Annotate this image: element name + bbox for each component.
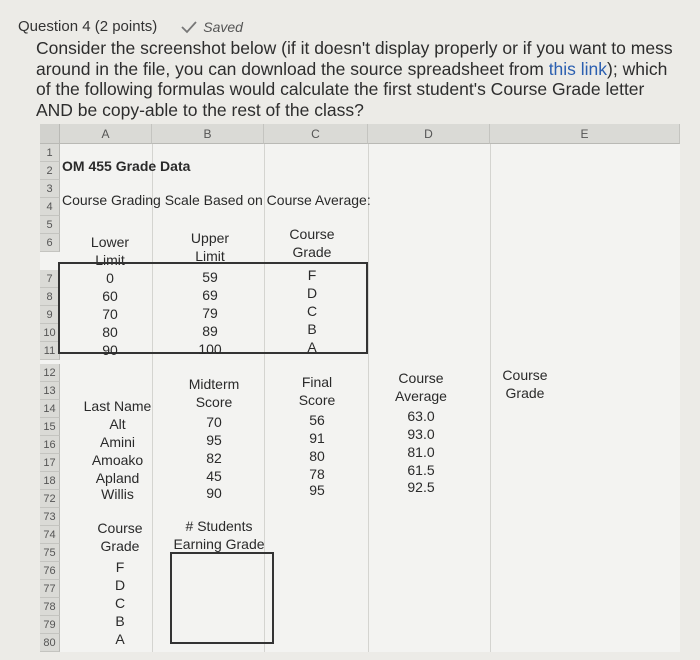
student-final: 80	[309, 448, 325, 464]
saved-label: Saved	[203, 18, 243, 35]
row-number: 15	[40, 418, 60, 436]
question-text	[36, 38, 676, 120]
header-upper-2: Limit	[195, 248, 225, 264]
scale-upper: 79	[202, 305, 218, 321]
student-average: 93.0	[407, 426, 435, 442]
scale-lower: 90	[102, 342, 118, 358]
header-course-average: Course	[398, 370, 444, 386]
row-number: 72	[40, 490, 60, 508]
student-name: Willis	[101, 486, 134, 502]
student-count-box	[170, 552, 274, 644]
scale-title: Course Grading Scale Based on Course Average:	[62, 192, 371, 208]
gridline	[368, 144, 369, 652]
scale-upper: 100	[198, 341, 222, 357]
summary-header-count-2: Earning Grade	[173, 536, 265, 552]
student-name: Amoako	[91, 452, 144, 468]
saved-status	[181, 19, 243, 35]
student-final: 91	[309, 430, 325, 446]
row-number: 6	[40, 234, 60, 252]
question-header	[18, 18, 243, 35]
header-course-grade: Course	[502, 367, 548, 383]
row-number: 17	[40, 454, 60, 472]
scale-upper: 59	[202, 269, 218, 285]
row-number: 3	[40, 180, 60, 198]
student-midterm: 82	[206, 450, 222, 466]
header-final-2: Score	[298, 392, 336, 408]
summary-grade: A	[115, 631, 125, 647]
question-text-part-1: Consider the screenshot below (if it doesn't display properly or if you want to mess around in the file, you can download the source spreadsheet from	[36, 38, 673, 79]
summary-header-grade-2: Grade	[100, 538, 140, 554]
scale-grade: A	[307, 339, 317, 355]
row-number: 73	[40, 508, 60, 526]
student-name: Amini	[99, 434, 135, 450]
student-final: 56	[309, 412, 325, 428]
row-number: 11	[40, 342, 60, 360]
summary-grade: D	[114, 577, 126, 593]
row-number: 8	[40, 288, 60, 306]
row-number: 14	[40, 400, 60, 418]
row-number: 18	[40, 472, 60, 490]
row-number: 10	[40, 324, 60, 342]
scale-upper: 89	[202, 323, 218, 339]
scale-lower: 80	[102, 324, 118, 340]
row-number: 77	[40, 580, 60, 598]
column-header-b: B	[152, 124, 264, 144]
student-midterm: 45	[206, 468, 222, 484]
student-name: Apland	[95, 470, 140, 486]
scale-grade: B	[307, 321, 317, 337]
row-number: 75	[40, 544, 60, 562]
header-last-name: Last Name	[83, 398, 152, 414]
question-title: Question 4 (2 points)	[18, 18, 158, 35]
header-lower-2: Limit	[95, 252, 125, 268]
header-lower: Lower	[90, 234, 130, 250]
header-grade: Course	[289, 226, 335, 242]
student-average: 81.0	[407, 444, 435, 460]
student-midterm: 90	[206, 485, 222, 501]
summary-header-grade: Course	[97, 520, 143, 536]
row-number: 76	[40, 562, 60, 580]
column-header-a: A	[60, 124, 152, 144]
student-average: 92.5	[407, 479, 435, 495]
row-number: 13	[40, 382, 60, 400]
row-number: 80	[40, 634, 60, 652]
column-header-d: D	[368, 124, 490, 144]
row-number: 74	[40, 526, 60, 544]
student-average: 61.5	[407, 462, 435, 478]
student-midterm: 95	[206, 432, 222, 448]
row-number: 79	[40, 616, 60, 634]
header-course-average-2: Average	[395, 388, 447, 404]
question-text-part-2: ); which of the following formulas would calculate the first student's Course Grade letter AND be copy-able to the rest of the class?	[36, 58, 668, 120]
header-course-grade-2: Grade	[505, 385, 545, 401]
row-number: 7	[40, 270, 60, 288]
sheet-title: OM 455 Grade Data	[62, 158, 191, 174]
header-upper: Upper	[190, 230, 230, 246]
summary-grade: C	[114, 595, 126, 611]
column-header-c: C	[264, 124, 368, 144]
row-number: 78	[40, 598, 60, 616]
spreadsheet-screenshot	[40, 124, 680, 652]
student-final: 95	[309, 482, 325, 498]
summary-header-count: # Students	[185, 518, 253, 534]
student-final: 78	[309, 466, 325, 482]
source-spreadsheet-link[interactable]: this link	[548, 58, 608, 79]
row-number: 1	[40, 144, 60, 162]
scale-grade: C	[306, 303, 318, 319]
scale-upper: 69	[202, 287, 218, 303]
row-number: 4	[40, 198, 60, 216]
row-number: 9	[40, 306, 60, 324]
summary-grade: B	[115, 613, 125, 629]
scale-lower: 60	[102, 288, 118, 304]
sheet-corner	[40, 124, 60, 144]
row-number: 12	[40, 364, 60, 382]
header-final: Final	[301, 374, 333, 390]
header-midterm: Midterm	[188, 376, 240, 392]
scale-lower: 70	[102, 306, 118, 322]
summary-grade: F	[115, 559, 125, 575]
column-header-e: E	[490, 124, 680, 144]
student-name: Alt	[109, 416, 126, 432]
scale-grade: F	[307, 267, 317, 283]
row-number: 2	[40, 162, 60, 180]
header-grade-2: Grade	[292, 244, 332, 260]
row-number: 16	[40, 436, 60, 454]
check-icon	[181, 20, 197, 34]
student-midterm: 70	[206, 414, 222, 430]
row-number: 5	[40, 216, 60, 234]
student-average: 63.0	[407, 408, 435, 424]
scale-grade: D	[306, 285, 318, 301]
header-midterm-2: Score	[195, 394, 233, 410]
scale-lower: 0	[106, 270, 114, 286]
